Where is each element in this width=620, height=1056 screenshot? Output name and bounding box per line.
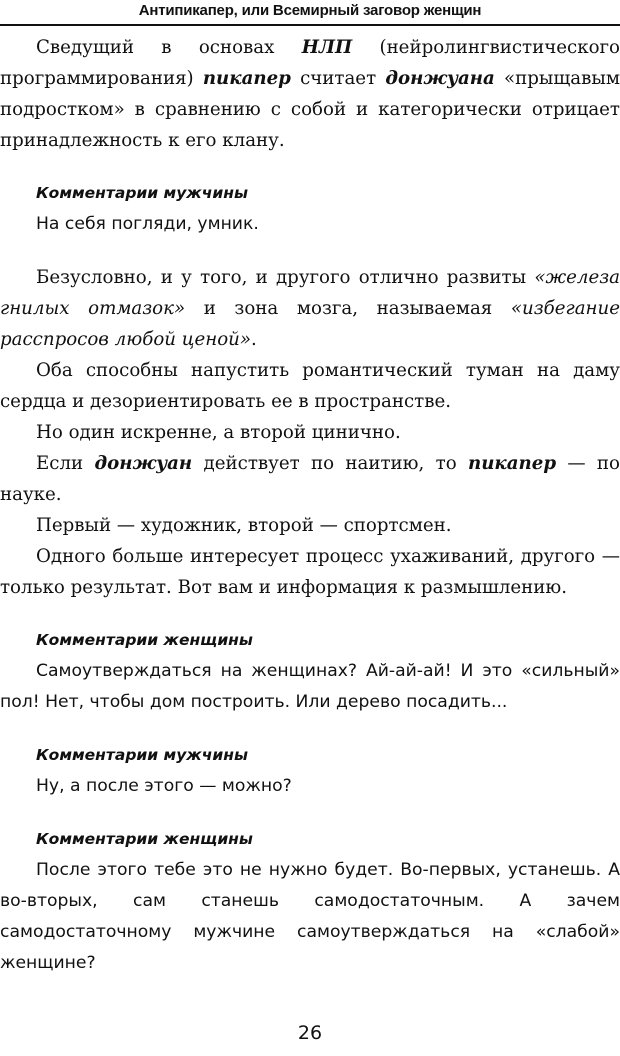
paragraph-5: Если донжуан действует по наитию, то пикапер — по науке. (0, 453, 620, 505)
comment-heading: Комментарии женщины (36, 631, 253, 649)
paragraph-1: Сведущий в основах НЛП (нейролингвистического программирования) пикапер считает донжуана «прыщавым подростком» в сравнению с собой и категорически отрицает принадлежность к его клану. (0, 37, 620, 151)
paragraph-7: Одного больше интересует процесс ухаживаний, другого — только результат. Вот вам и информация к размышлению. (0, 546, 620, 598)
comment-text: Ну, а после этого — можно? (36, 776, 292, 796)
running-header: Антипикапер, или Всемирный заговор женщин (138, 2, 482, 19)
comment-heading: Комментарии мужчины (36, 184, 248, 202)
paragraph-3: Оба способны напустить романтический туман на даму сердца и дезориентировать ее в пространстве. (0, 360, 620, 412)
paragraph-4: Но один искренне, а второй цинично. (36, 422, 401, 443)
paragraph-6: Первый — художник, второй — спортсмен. (36, 515, 452, 536)
header-rule (0, 24, 620, 26)
comment-heading: Комментарии мужчины (36, 746, 248, 764)
comment-text: После этого тебе это не нужно будет. Во-первых, устанешь. А во-вторых, сам станешь самодостаточным. А зачем самодостаточному мужчине самоутверждаться на «слабой» женщине? (0, 860, 620, 973)
page-body (0, 32, 620, 979)
comment-text: Самоутверждаться на женщинах? Ай-ай-ай! И это «сильный» пол! Нет, чтобы дом построить. Или дерево посадить... (0, 661, 620, 712)
paragraph-2: Безусловно, и у того, и другого отлично развиты «железа гнилых отмазок» и зона мозга, называемая «избегание расспросов любой ценой». (0, 267, 620, 350)
page-number: 26 (297, 1022, 323, 1044)
comment-text: На себя погляди, умник. (36, 214, 259, 234)
comment-heading: Комментарии женщины (36, 830, 253, 848)
